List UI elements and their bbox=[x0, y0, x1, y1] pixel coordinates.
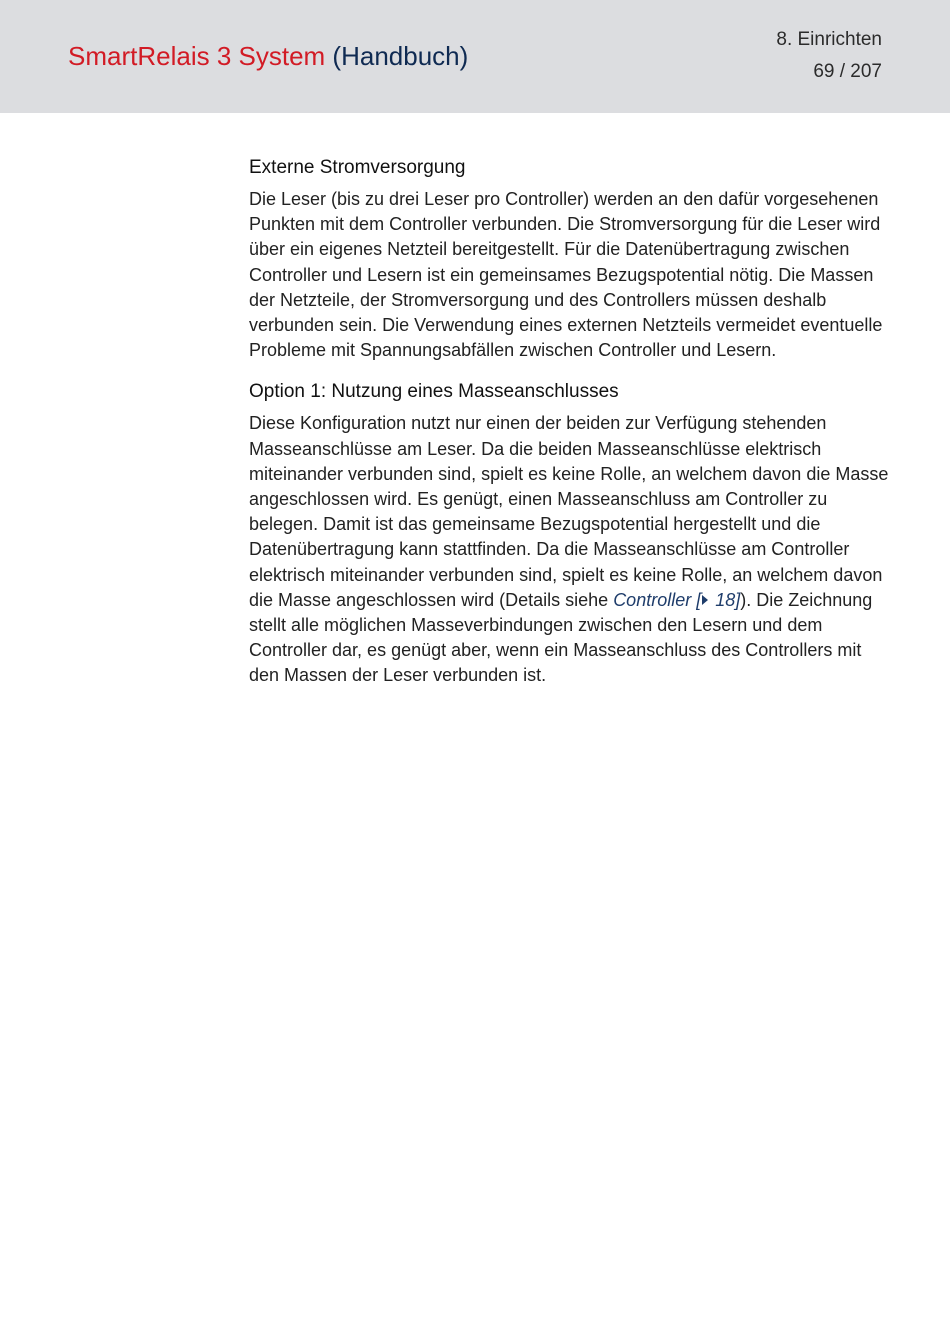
document-type: (Handbuch) bbox=[332, 41, 469, 71]
controller-cross-reference-link[interactable] bbox=[613, 590, 740, 610]
section-body-power: Die Leser (bis zu drei Leser pro Controller) werden an den dafür vorgesehenen Punkten mit dem Controller verbunden. Die Stromversorgung für die Leser wird über ein eigenes Netzteil bereitgestellt. Für die Datenübertragung zwischen Controller und Lesern ist ein gemeinsames Bezugspotential nötig. Die Massen der Netzteile, der Stromversorgung und des Controllers müssen deshalb verbunden sein. Die Verwendung eines externen Netzteils vermeidet eventuelle Probleme mit Spannungsabfällen zwischen Controller und Lesern. bbox=[249, 189, 883, 361]
page-number: 69 / 207 bbox=[813, 61, 882, 82]
chapter-label: 8. Einrichten bbox=[776, 29, 882, 50]
body-text-before-link: Diese Konfiguration nutzt nur einen der beiden zur Verfügung stehenden Masseanschlüsse am Leser. Da die beiden Masseanschlüsse elektrisch miteinander verbunden sind, spielt es keine Rolle, an welchem davon die Masse angeschlossen wird. Es genügt, einen Masseanschluss am Controller zu belegen. Damit ist das gemeinsame Bezugspotential hergestellt und die Datenübertragung kann stattfinden. Da die Masseanschlüsse am Controller elektrisch miteinander verbunden sind, spielt es keine Rolle, an welchem davon die Masse angeschlossen wird (Details siehe bbox=[249, 413, 889, 610]
brand-name: SmartRelais 3 System bbox=[68, 41, 326, 71]
body-text-after-link: ). Die Zeichnung stellt alle möglichen Masseverbindungen zwischen den Lesern und dem Controller dar, es genügt aber, wenn ein Masseanschluss des Controllers mit den Massen der Leser verbunden ist. bbox=[249, 589, 873, 686]
link-page: 18] bbox=[710, 589, 741, 610]
page-header bbox=[0, 0, 950, 113]
main-content bbox=[249, 155, 889, 705]
document-title bbox=[68, 38, 468, 74]
section-heading-power: Externe Stromversorgung bbox=[249, 157, 466, 178]
section-heading-option1: Option 1: Nutzung eines Masseanschlusses bbox=[249, 381, 619, 403]
link-label: Controller [ bbox=[613, 589, 702, 610]
page-arrow-icon bbox=[702, 595, 708, 605]
section-body-option1 bbox=[249, 411, 889, 688]
